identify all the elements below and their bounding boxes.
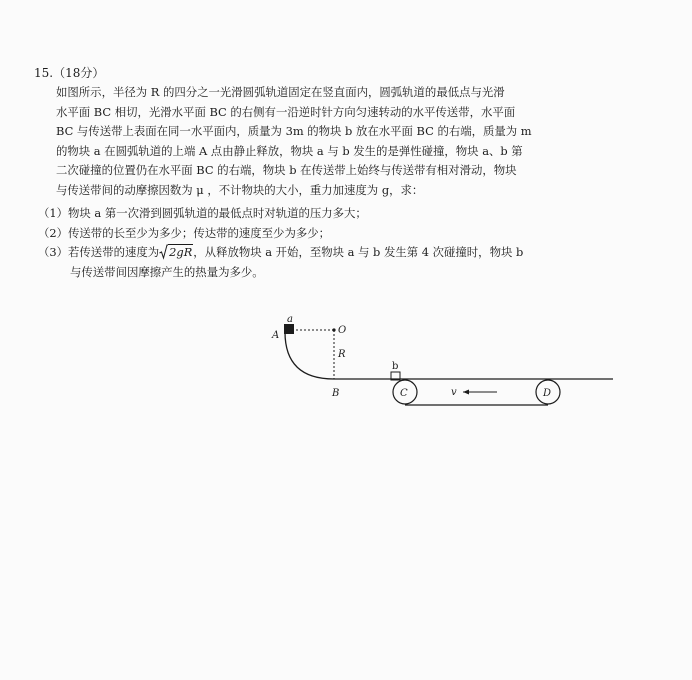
label-B: B bbox=[332, 388, 340, 399]
label-A: A bbox=[272, 330, 280, 341]
problem-score: （18分） bbox=[53, 66, 105, 80]
question-3-continuation: 与传送带间因摩擦产生的热量为多少。 bbox=[70, 264, 264, 279]
center-point bbox=[332, 328, 335, 331]
statement-line: 的物块 a 在圆弧轨道的上端 A 点由静止释放，物块 a 与 b 发生的是弹性碰撞，物块 a、b 第 bbox=[56, 143, 523, 158]
label-v: v bbox=[451, 387, 457, 398]
statement-line: 水平面 BC 相切，光滑水平面 BC 的右侧有一沿逆时针方向匀速转动的水平传送带，水平面 bbox=[56, 104, 516, 119]
question-1: （1）物块 a 第一次滑到圆弧轨道的最低点时对轨道的压力多大； bbox=[38, 206, 367, 220]
statement-line: BC 与传送带上表面在同一水平面内，质量为 3m 的物块 b 放在水平面 BC 的右端，质量为 m bbox=[56, 124, 532, 138]
physics-diagram bbox=[268, 310, 613, 410]
label-b: b bbox=[392, 361, 399, 372]
label-C: C bbox=[400, 388, 408, 399]
label-O: O bbox=[338, 325, 347, 336]
sqrt-radicand: 2gR bbox=[169, 245, 193, 259]
question-3 bbox=[38, 243, 523, 263]
label-a: a bbox=[287, 314, 293, 325]
velocity-arrowhead bbox=[463, 390, 469, 395]
statement-line: 二次碰撞的位置仍在水平面 BC 的右端，物块 b 在传送带上始终与传送带有相对滑动，物块 bbox=[56, 163, 517, 177]
statement-line: 如图所示，半径为 R 的四分之一光滑圆弧轨道固定在竖直面内，圆弧轨道的最低点与光滑 bbox=[56, 85, 505, 99]
problem-header bbox=[34, 64, 104, 83]
sqrt-symbol bbox=[159, 244, 168, 260]
sub-questions bbox=[38, 204, 523, 282]
problem-number: 15. bbox=[34, 66, 54, 80]
problem-statement bbox=[56, 83, 616, 200]
question-3-suffix: ，从释放物块 a 开始，至物块 a 与 b 发生第 4 次碰撞时，物块 b bbox=[193, 245, 524, 259]
statement-line: 与传送带间的动摩擦因数为 μ ，不计物块的大小，重力加速度为 g，求： bbox=[56, 182, 424, 197]
question-3-prefix: （3）若传送带的速度为 bbox=[38, 245, 160, 259]
label-R: R bbox=[338, 349, 346, 360]
arc-track bbox=[285, 332, 334, 379]
label-D: D bbox=[543, 388, 552, 399]
block-a bbox=[284, 324, 294, 334]
question-2: （2）传送带的长至少为多少；传达带的速度至少为多少； bbox=[38, 225, 331, 240]
